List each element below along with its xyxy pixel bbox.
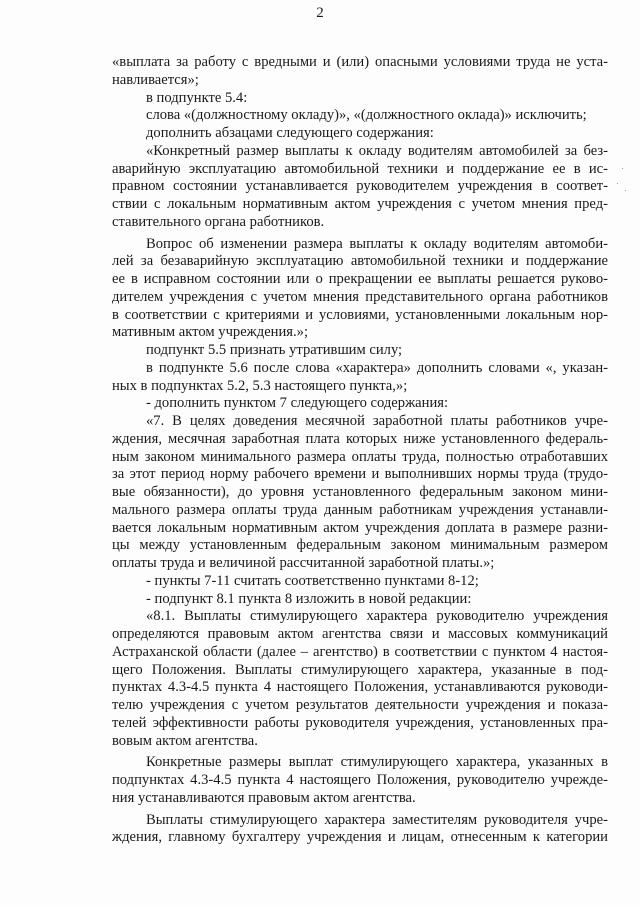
- paragraph: [112, 107, 608, 125]
- text-line: ставительного органа работников.: [112, 213, 325, 230]
- text-line: цы между установленным федеральным законом минимальным размером: [112, 537, 608, 554]
- text-line: щего Положения. Выплаты стимулирующего характера, указанные в под-: [112, 661, 608, 678]
- text-line: - пункты 7-11 считать соответственно пунктами 8-12;: [146, 572, 479, 589]
- text-line: ным законом минимального размера оплаты труда, полностью отработавших: [112, 448, 608, 465]
- scan-speck: [622, 168, 623, 169]
- document-body: [112, 54, 608, 847]
- paragraph: [112, 125, 608, 143]
- text-line: телей эффективности работы руководителя учреждения, установленных пра-: [112, 714, 608, 731]
- text-line: оплаты труда и величиной рассчитанной заработной платы.»;: [112, 555, 495, 571]
- text-line: лей за безаварийную эксплуатацию автомобильной техники и поддержание: [112, 253, 608, 270]
- text-line: Выплаты стимулирующего характера заместителям руководителя учре-: [146, 811, 608, 828]
- text-line: навливается»;: [112, 71, 199, 88]
- text-line: вые обязанности), до уровня установленного федеральным законом мини-: [112, 484, 608, 500]
- text-line: за этот период норму рабочего времени и выполнивших нормы труда (трудо-: [112, 466, 608, 483]
- text-line: дополнить абзацами следующего содержания:: [146, 125, 434, 141]
- text-line: мативным актом учреждения.»;: [112, 324, 309, 341]
- text-line: ствии с локальным нормативным актом учреждения с учетом мнения пред-: [112, 196, 608, 212]
- text-line: дителем учреждения с учетом мнения представительного органа работников: [112, 288, 608, 305]
- text-line: мального размера оплаты труда данным работникам учреждения устанавли-: [112, 501, 608, 518]
- text-line: подпунктах 4.3-4.5 пункта 4 настоящего Положения, руководителю учрежде-: [112, 772, 608, 788]
- scan-speck: [625, 190, 626, 191]
- text-line: Астраханской области (далее – агентство) в соответствии с пунктом 4 настоя-: [112, 643, 608, 660]
- text-line: в соответствии с критериями и условиями, установленными локальным нор-: [112, 306, 608, 323]
- paragraph: [112, 342, 608, 360]
- text-line: «Конкретный размер выплаты к окладу водителям автомобилей за без-: [146, 142, 608, 159]
- text-line: «8.1. Выплаты стимулирующего характера руководителю учреждения: [146, 608, 608, 625]
- paragraph: [112, 395, 608, 413]
- text-line: - дополнить пунктом 7 следующего содержания:: [146, 395, 449, 412]
- text-line: правном состоянии устанавливается руководителем учреждения в соответ-: [112, 178, 608, 195]
- paragraph: [112, 591, 608, 609]
- paragraph: [112, 608, 608, 750]
- text-line: ее в исправном состоянии или о прекращении ее выплаты решается руково-: [112, 271, 608, 287]
- paragraph: [112, 413, 608, 573]
- paragraph: [112, 54, 608, 90]
- paragraph: [112, 90, 608, 108]
- text-line: ждения, главному бухгалтеру учреждения и лицам, отнесенным к категории: [112, 829, 608, 846]
- text-line: ния устанавливаются правовым актом агентства.: [112, 789, 416, 806]
- text-line: пунктах 4.3-4.5 пункта 4 настоящего Положения, устанавливаются руководи-: [112, 679, 608, 696]
- text-line: ждения, месячная заработная плата которых ниже установленного федераль-: [112, 430, 608, 447]
- text-line: «выплата за работу с вредными и (или) опасными условиями труда не уста-: [112, 54, 608, 70]
- paragraph: [112, 812, 608, 848]
- paragraph: [112, 754, 608, 807]
- text-line: аварийную эксплуатацию автомобильной техники и поддержание ее в ис-: [112, 160, 608, 177]
- text-line: ных в подпунктах 5.2, 5.3 настоящего пункта,»;: [112, 377, 408, 394]
- text-line: определяются правовым актом агентства связи и массовых коммуникаций: [112, 626, 608, 642]
- text-line: Конкретные размеры выплат стимулирующего характера, указанных в: [146, 754, 608, 771]
- text-line: телю учреждения с учетом результатов деятельности учреждения и показа-: [112, 697, 608, 713]
- text-line: в подпункте 5.4:: [146, 89, 248, 106]
- scan-speck: [617, 183, 618, 184]
- text-line: Вопрос об изменении размера выплаты к окладу водителям автомоби-: [146, 235, 608, 252]
- paragraph: [112, 573, 608, 591]
- text-line: вается локальным нормативным актом учреждения доплата в размере разни-: [112, 519, 608, 536]
- paragraph: [112, 360, 608, 396]
- paragraph: [112, 143, 608, 232]
- text-line: - подпункт 8.1 пункта 8 изложить в новой редакции:: [146, 590, 472, 607]
- page-number: 2: [316, 5, 324, 21]
- text-line: слова «(должностному окладу)», «(должностного оклада)» исключить;: [146, 107, 587, 124]
- paragraph: [112, 236, 608, 343]
- text-line: «7. В целях доведения месячной заработной платы работников учре-: [146, 413, 608, 429]
- text-line: подпункт 5.5 признать утратившим силу;: [146, 342, 403, 358]
- text-line: вовым актом агентства.: [112, 732, 258, 749]
- text-line: в подпункте 5.6 после слова «характера» дополнить словами «, указан-: [146, 359, 608, 376]
